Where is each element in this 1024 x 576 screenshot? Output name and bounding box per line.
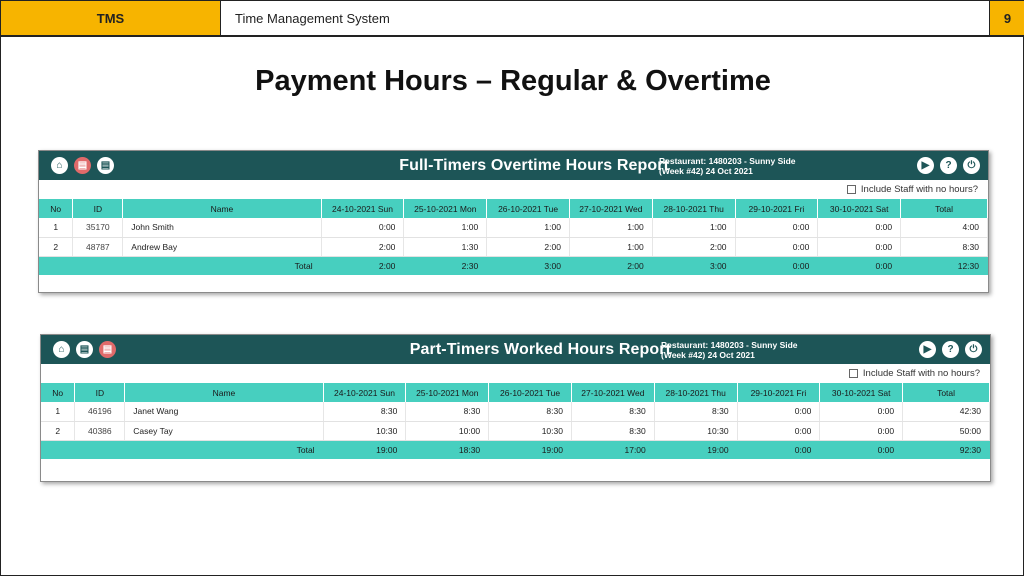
report-header	[41, 335, 990, 364]
cell-hours: 0:00	[735, 218, 818, 237]
col-header-fri[interactable]: 29-10-2021 Fri	[735, 199, 818, 218]
cell-hours: 10:30	[654, 421, 737, 440]
report-toolbar-right	[917, 157, 980, 174]
week-label: (Week #42) 24 Oct 2021	[659, 165, 753, 176]
cell-hours: 1:00	[569, 218, 652, 237]
include-staff-option[interactable]	[41, 364, 990, 383]
col-header-tue[interactable]: 26-10-2021 Tue	[487, 199, 570, 218]
col-header-name[interactable]: Name	[125, 383, 323, 402]
col-header-sun[interactable]: 24-10-2021 Sun	[323, 383, 406, 402]
report-icon[interactable]: ▤	[74, 157, 91, 174]
cell-hours: 1:30	[404, 237, 487, 256]
col-header-thu[interactable]: 28-10-2021 Thu	[652, 199, 735, 218]
cell-hours: 1:00	[404, 218, 487, 237]
cell-hours: 0:00	[820, 402, 903, 421]
col-header-total[interactable]: Total	[901, 199, 988, 218]
cell-hours: 8:30	[489, 402, 572, 421]
cell-name: John Smith	[123, 218, 321, 237]
total-row	[39, 256, 988, 275]
col-header-id[interactable]: ID	[75, 383, 125, 402]
hours-table	[41, 383, 990, 459]
home-icon[interactable]: ⌂	[51, 157, 68, 174]
cell-total: 8:30	[901, 237, 988, 256]
page-title: Payment Hours – Regular & Overtime	[255, 65, 771, 97]
total-cell: 0:00	[737, 440, 820, 459]
cell-hours: 1:00	[652, 218, 735, 237]
app-name: Time Management System	[235, 10, 390, 26]
total-cell: 19:00	[654, 440, 737, 459]
table-row[interactable]	[39, 218, 988, 237]
table-header-row	[41, 383, 990, 402]
col-header-sat[interactable]: 30-10-2021 Sat	[818, 199, 901, 218]
cell-id: 46196	[75, 402, 125, 421]
report-icon[interactable]: ▤	[99, 341, 116, 358]
total-cell: 0:00	[735, 256, 818, 275]
total-cell: 0:00	[820, 440, 903, 459]
power-icon[interactable]: ⏻	[965, 341, 982, 358]
grand-total-cell: 92:30	[903, 440, 990, 459]
top-bar	[1, 1, 1024, 37]
cell-hours: 0:00	[735, 237, 818, 256]
cell-hours: 0:00	[321, 218, 404, 237]
col-header-wed[interactable]: 27-10-2021 Wed	[569, 199, 652, 218]
total-cell: 3:00	[487, 256, 570, 275]
col-header-mon[interactable]: 25-10-2021 Mon	[406, 383, 489, 402]
help-icon[interactable]: ?	[940, 157, 957, 174]
restaurant-label: Restaurant: 1480203 - Sunny Side	[661, 339, 798, 350]
col-header-name[interactable]: Name	[123, 199, 321, 218]
grand-total-cell: 12:30	[901, 256, 988, 275]
include-staff-label: Include Staff with no hours?	[862, 368, 980, 379]
hours-table	[39, 199, 988, 275]
cell-hours: 8:30	[323, 402, 406, 421]
include-staff-option[interactable]	[39, 180, 988, 199]
include-staff-checkbox[interactable]	[847, 185, 856, 194]
cell-total: 42:30	[903, 402, 990, 421]
col-header-fri[interactable]: 29-10-2021 Fri	[737, 383, 820, 402]
cell-id: 40386	[75, 421, 125, 440]
col-header-thu[interactable]: 28-10-2021 Thu	[654, 383, 737, 402]
cell-no: 2	[39, 237, 73, 256]
cell-hours: 8:30	[571, 402, 654, 421]
app-abbrev: TMS	[1, 1, 221, 35]
power-icon[interactable]: ⏻	[963, 157, 980, 174]
cell-hours: 8:30	[654, 402, 737, 421]
total-cell: 19:00	[489, 440, 572, 459]
cell-total: 50:00	[903, 421, 990, 440]
total-label: Total	[39, 256, 321, 275]
cell-hours: 2:00	[321, 237, 404, 256]
total-cell: 0:00	[818, 256, 901, 275]
total-cell: 2:00	[569, 256, 652, 275]
cell-hours: 1:00	[487, 218, 570, 237]
cell-hours: 0:00	[737, 402, 820, 421]
total-row	[41, 440, 990, 459]
home-icon[interactable]: ⌂	[53, 341, 70, 358]
total-cell: 19:00	[323, 440, 406, 459]
cell-hours: 1:00	[569, 237, 652, 256]
cell-hours: 0:00	[737, 421, 820, 440]
document-icon[interactable]: ▤	[97, 157, 114, 174]
cell-no: 1	[41, 402, 75, 421]
report-toolbar-left	[39, 157, 179, 174]
page-number: 9	[989, 1, 1024, 35]
cell-id: 35170	[73, 218, 123, 237]
col-header-mon[interactable]: 25-10-2021 Mon	[404, 199, 487, 218]
col-header-id[interactable]: ID	[73, 199, 123, 218]
cell-hours: 0:00	[818, 218, 901, 237]
total-cell: 2:00	[321, 256, 404, 275]
report-panel-full-timers	[38, 150, 989, 293]
col-header-no[interactable]: No	[39, 199, 73, 218]
report-meta	[661, 340, 798, 360]
cell-hours: 2:00	[652, 237, 735, 256]
table-row[interactable]	[41, 402, 990, 421]
cell-hours: 10:30	[323, 421, 406, 440]
cell-total: 4:00	[901, 218, 988, 237]
report-title: Full-Timers Overtime Hours Report	[399, 156, 669, 174]
col-header-total[interactable]: Total	[903, 383, 990, 402]
help-icon[interactable]: ?	[942, 341, 959, 358]
report-title: Part-Timers Worked Hours Report	[409, 340, 671, 358]
col-header-wed[interactable]: 27-10-2021 Wed	[571, 383, 654, 402]
table-header-row	[39, 199, 988, 218]
cell-hours: 8:30	[571, 421, 654, 440]
col-header-no[interactable]: No	[41, 383, 75, 402]
cell-name: Janet Wang	[125, 402, 323, 421]
total-cell: 18:30	[406, 440, 489, 459]
col-header-sat[interactable]: 30-10-2021 Sat	[820, 383, 903, 402]
total-label: Total	[41, 440, 323, 459]
cell-hours: 0:00	[818, 237, 901, 256]
cell-no: 1	[39, 218, 73, 237]
col-header-sun[interactable]: 24-10-2021 Sun	[321, 199, 404, 218]
video-icon[interactable]: ▶	[917, 157, 934, 174]
cell-id: 48787	[73, 237, 123, 256]
restaurant-label: Restaurant: 1480203 - Sunny Side	[659, 155, 796, 166]
total-cell: 2:30	[404, 256, 487, 275]
report-panel-part-timers	[40, 334, 991, 482]
report-meta	[659, 156, 796, 176]
total-cell: 17:00	[571, 440, 654, 459]
document-icon[interactable]: ▤	[76, 341, 93, 358]
week-label: (Week #42) 24 Oct 2021	[661, 349, 755, 360]
include-staff-checkbox[interactable]	[849, 369, 858, 378]
cell-hours: 10:00	[406, 421, 489, 440]
include-staff-label: Include Staff with no hours?	[860, 184, 978, 195]
video-icon[interactable]: ▶	[919, 341, 936, 358]
cell-hours: 10:30	[489, 421, 572, 440]
table-row[interactable]	[39, 237, 988, 256]
cell-hours: 8:30	[406, 402, 489, 421]
cell-name: Andrew Bay	[123, 237, 321, 256]
cell-hours: 0:00	[820, 421, 903, 440]
cell-name: Casey Tay	[125, 421, 323, 440]
cell-no: 2	[41, 421, 75, 440]
report-header	[39, 151, 988, 180]
total-cell: 3:00	[652, 256, 735, 275]
report-toolbar-right	[919, 341, 982, 358]
cell-hours: 2:00	[487, 237, 570, 256]
col-header-tue[interactable]: 26-10-2021 Tue	[489, 383, 572, 402]
table-row[interactable]	[41, 421, 990, 440]
report-toolbar-left	[41, 341, 181, 358]
